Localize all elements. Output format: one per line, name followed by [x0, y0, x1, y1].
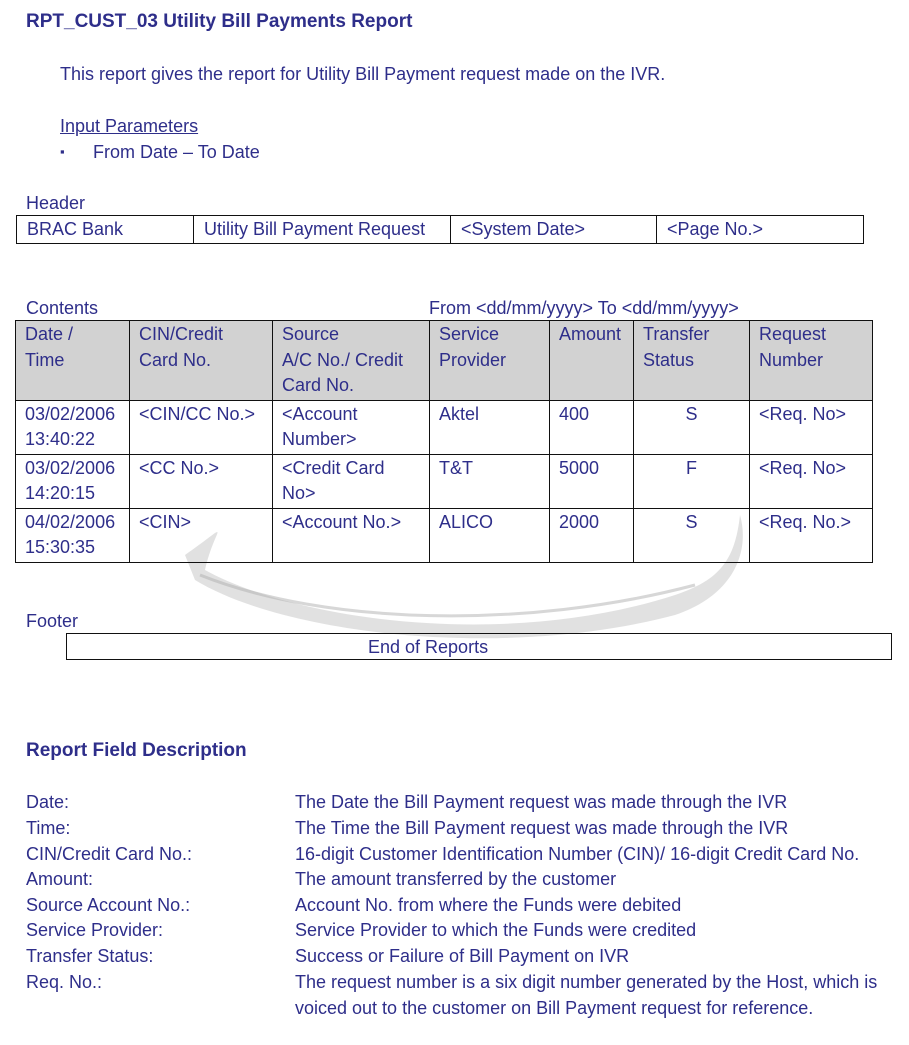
header-report-name: Utility Bill Payment Request [194, 216, 451, 244]
footer-text: End of Reports [368, 637, 489, 657]
column-header-request-number: Request Number [750, 321, 873, 401]
field-label: Date: [26, 792, 70, 812]
cell-cin: <CIN/CC No.> [130, 400, 273, 454]
field-label: Service Provider: [26, 920, 164, 940]
footer-box [66, 633, 892, 660]
cell-cin: <CIN> [130, 508, 273, 562]
field-description-heading: Report Field Description [26, 740, 247, 761]
field-label: Req. No.: [26, 972, 103, 992]
field-desc: Service Provider to which the Funds were credited [295, 920, 697, 940]
header-page-no: <Page No.> [657, 216, 864, 244]
cell-amount: 400 [550, 400, 634, 454]
contents-date-range: From <dd/mm/yyyy> To <dd/mm/yyyy> [429, 298, 739, 318]
table-header-row [16, 321, 873, 401]
cell-request: <Req. No> [750, 454, 873, 508]
column-header-transfer-status: Transfer Status [634, 321, 750, 401]
cell-provider: T&T [430, 454, 550, 508]
cell-source: <Credit Card No> [273, 454, 430, 508]
footer-label: Footer [26, 611, 79, 631]
field-desc: 16-digit Customer Identification Number (CIN)/ 16-digit Credit Card No. [295, 844, 860, 864]
cell-source: <Account No.> [273, 508, 430, 562]
cell-status: S [634, 508, 750, 562]
column-header-source: Source A/C No./ Credit Card No. [273, 321, 430, 401]
cell-provider: ALICO [430, 508, 550, 562]
bullet-icon: ▪ [60, 144, 65, 159]
field-desc: The Date the Bill Payment request was made through the IVR [295, 792, 788, 812]
field-desc: The Time the Bill Payment request was made through the IVR [295, 818, 789, 838]
cell-date-time: 04/02/2006 15:30:35 [16, 508, 130, 562]
table-row [16, 508, 873, 562]
field-label: Time: [26, 818, 71, 838]
header-bank-name: BRAC Bank [17, 216, 194, 244]
column-header-amount: Amount [550, 321, 634, 401]
header-label: Header [26, 193, 86, 213]
field-desc: Account No. from where the Funds were debited [295, 895, 682, 915]
field-desc: The request number is a six digit number generated by the Host, which is voiced out to the customer on Bill Payment request for reference. [295, 972, 878, 1018]
table-row [16, 400, 873, 454]
cell-date-time: 03/02/2006 13:40:22 [16, 400, 130, 454]
column-header-date-time: Date / Time [16, 321, 130, 401]
cell-request: <Req. No> [750, 400, 873, 454]
cell-cin: <CC No.> [130, 454, 273, 508]
column-header-cin: CIN/Credit Card No. [130, 321, 273, 401]
cell-status: S [634, 400, 750, 454]
field-desc: Success or Failure of Bill Payment on IVR [295, 946, 630, 966]
header-system-date: <System Date> [451, 216, 657, 244]
cell-source: <Account Number> [273, 400, 430, 454]
cell-amount: 5000 [550, 454, 634, 508]
header-table [16, 215, 864, 244]
column-header-service-provider: Service Provider [430, 321, 550, 401]
cell-amount: 2000 [550, 508, 634, 562]
field-label: Source Account No.: [26, 895, 191, 915]
input-parameter-item: From Date – To Date [93, 142, 260, 162]
cell-date-time: 03/02/2006 14:20:15 [16, 454, 130, 508]
input-parameters-heading: Input Parameters [60, 116, 199, 136]
contents-table [15, 320, 873, 563]
contents-label: Contents [26, 298, 99, 318]
field-label: Transfer Status: [26, 946, 154, 966]
field-desc: The amount transferred by the customer [295, 869, 617, 889]
report-title: RPT_CUST_03 Utility Bill Payments Report [26, 11, 413, 32]
report-intro: This report gives the report for Utility Bill Payment request made on the IVR. [60, 64, 666, 84]
cell-request: <Req. No.> [750, 508, 873, 562]
field-label: CIN/Credit Card No.: [26, 844, 193, 864]
cell-status: F [634, 454, 750, 508]
cell-provider: Aktel [430, 400, 550, 454]
field-label: Amount: [26, 869, 94, 889]
table-row [16, 454, 873, 508]
